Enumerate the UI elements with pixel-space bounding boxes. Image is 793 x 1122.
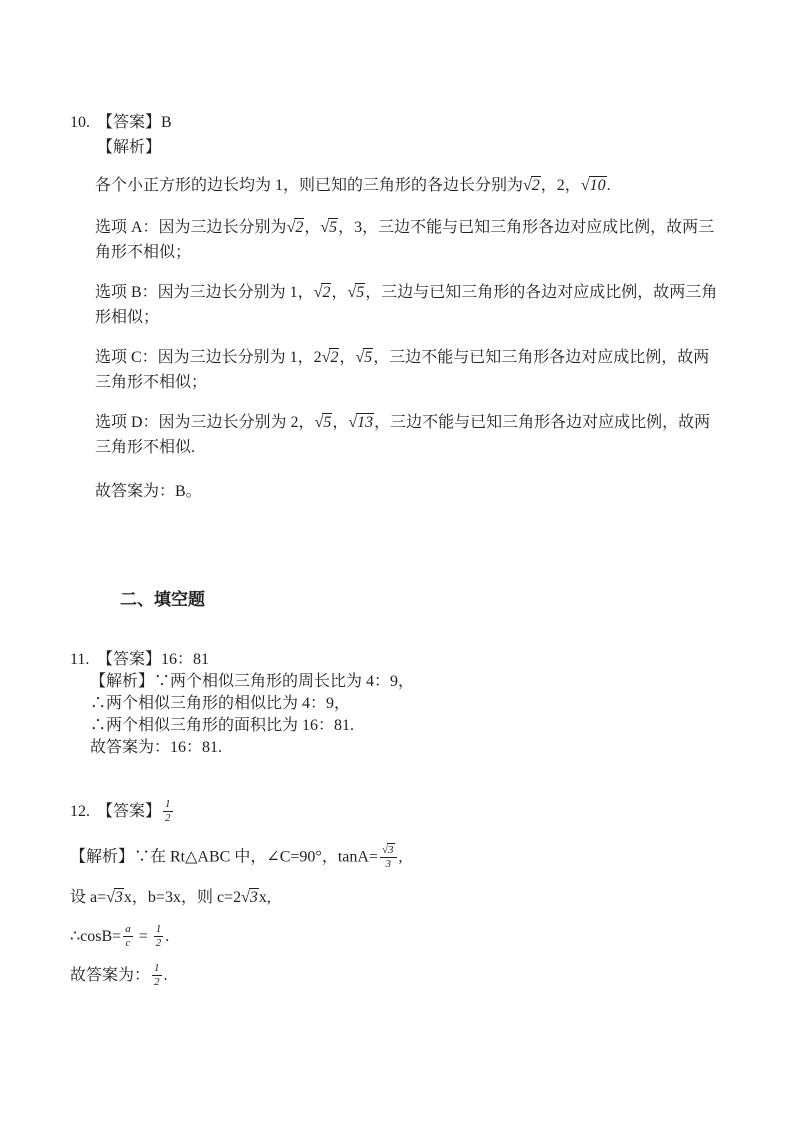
option-a-analysis: 选项 A：因为三边长分别为√2，√5，3，三边不能与已知三角形各边对应成比例，故两三角形不相似； bbox=[95, 219, 715, 261]
solution-line: ∴两个相似三角形的相似比为 4：9， bbox=[90, 695, 351, 712]
sqrt-radical: √5 bbox=[355, 349, 373, 366]
sqrt-radical: √5 bbox=[314, 414, 332, 431]
sqrt-radical: √3 bbox=[106, 888, 123, 906]
solution-line: ∴cosB= $\frac{a}{c}$ = $\frac{1}{2}$ . bbox=[70, 922, 170, 949]
answer-line: 【答案】B bbox=[97, 114, 172, 131]
conclusion-line: 故答案为：16：81. bbox=[90, 739, 223, 756]
sqrt-radical: √2 bbox=[321, 349, 339, 366]
fraction: $\frac{1}{2}$ bbox=[155, 922, 162, 949]
conclusion-line: 故答案为： $\frac{1}{2}$ . bbox=[70, 962, 168, 989]
section-heading: 二、填空题 bbox=[120, 590, 205, 609]
question-number: 12. bbox=[70, 803, 90, 820]
analysis-line: 【解析】∵两个相似三角形的周长比为 4：9， bbox=[90, 673, 415, 690]
question-11-answer-row bbox=[70, 649, 723, 671]
solution-line: 设 a=√3x，b=3x，则 c=2√3x, bbox=[70, 888, 271, 906]
analysis-line: 【解析】∵在 Rt△ABC 中，∠C=90°，tanA= $\frac{√3}{3}$ , bbox=[70, 844, 403, 871]
sqrt-radical: √3 bbox=[381, 844, 394, 857]
option-c-analysis: 选项 C：因为三边长分别为 1，2√2，√5，三边不能与已知三角形各边对应成比例，故两三角形不相似； bbox=[95, 349, 710, 391]
question-10-solution bbox=[70, 110, 723, 504]
sqrt-radical: √2 bbox=[313, 284, 331, 301]
sqrt-radical: √10 bbox=[580, 177, 606, 194]
option-d-analysis: 选项 D：因为三边长分别为 2，√5，√13，三边不能与已知三角形各边对应成比例，故两三角形不相似. bbox=[95, 414, 711, 456]
question-11-solution bbox=[70, 649, 723, 759]
sqrt-radical: √5 bbox=[347, 284, 365, 301]
option-b-analysis: 选项 B：因为三边长分别为 1，√2，√5，三边与已知三角形的各边对应成比例，故两三角形相似； bbox=[95, 284, 718, 326]
sqrt-radical: √3 bbox=[241, 888, 258, 906]
fraction: $\frac{a}{c}$ bbox=[125, 922, 131, 949]
question-12-answer-row bbox=[70, 799, 723, 825]
sqrt-radical: √13 bbox=[348, 414, 374, 431]
fraction: $\frac{√3}{3}$ bbox=[380, 843, 397, 870]
sqrt-radical: √2 bbox=[523, 177, 540, 194]
question-10-answer-row bbox=[70, 110, 723, 135]
answer-line: 【答案】 $\frac{1}{2}$ bbox=[97, 798, 171, 824]
sqrt-radical: √2 bbox=[286, 219, 304, 236]
solution-paragraph: 各个小正方形的边长均为 1，则已知的三角形的各边长分别为√2，2，√10. bbox=[95, 177, 611, 194]
question-number: 10. bbox=[70, 114, 90, 131]
analysis-label: 【解析】 bbox=[97, 139, 162, 156]
answer-line: 【答案】16：81 bbox=[97, 651, 210, 668]
conclusion-line: 故答案为：B。 bbox=[95, 483, 202, 500]
question-12-solution bbox=[70, 799, 723, 990]
sqrt-radical: √5 bbox=[320, 219, 338, 236]
fraction: $\frac{1}{2}$ bbox=[165, 798, 171, 824]
solution-line: ∴两个相似三角形的面积比为 16：81. bbox=[90, 717, 355, 734]
question-number: 11. bbox=[70, 651, 90, 668]
fraction: $\frac{1}{2}$ bbox=[154, 962, 160, 989]
